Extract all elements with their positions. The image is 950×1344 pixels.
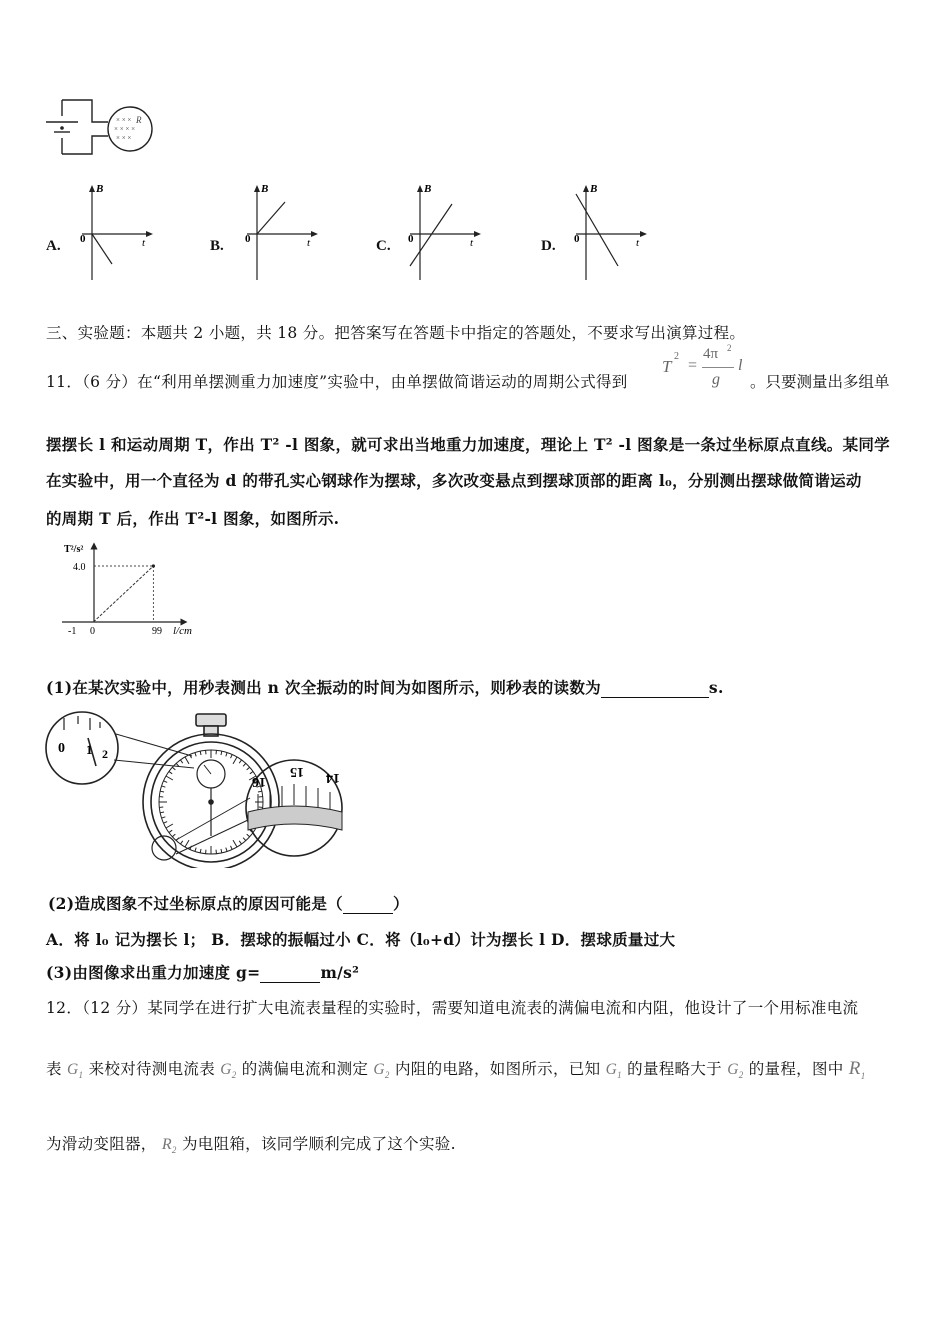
q12-line2 — [46, 1057, 866, 1081]
symbol-g2: $G_2$ — [220, 1061, 237, 1081]
option-d-label[interactable]: D. — [541, 238, 556, 254]
origin-label: 0 — [408, 233, 414, 245]
q11-intro-a: 11．（6 分）在“利用单摆测重力加速度”实验中，由单摆做简谐运动的周期公式得到 — [46, 373, 628, 391]
q11-p1-unit: s. — [708, 678, 724, 697]
q11-p2-close: ） — [392, 894, 409, 913]
formula-eq: = — [688, 357, 698, 374]
stopwatch-tick — [226, 848, 227, 852]
graph-xtick-99: 99 — [152, 626, 162, 637]
circuit-r-label: R — [136, 115, 142, 125]
t-axis-arrow — [146, 231, 153, 237]
b-t-line — [92, 234, 112, 264]
b-axis-arrow — [583, 185, 589, 192]
stopwatch-tick — [231, 754, 233, 758]
stopwatch-tick — [195, 848, 196, 852]
q11-p1-text: (1)在某次实验中，用秒表测出 n 次全振动的时间为如图所示，则秒表的读数为 — [46, 678, 601, 697]
q11-t2-l-graph — [56, 540, 206, 640]
q11-p3 — [46, 961, 359, 983]
symbol-g1-b: $G_1$ — [605, 1061, 622, 1081]
stopwatch-tick — [247, 834, 250, 837]
formula-lhs-exp: 2 — [674, 351, 679, 362]
q12-l3-b: 为电阻箱，该同学顺利完成了这个实验. — [181, 1135, 456, 1153]
sw-big-16: 16 — [252, 774, 266, 789]
option-b-graph — [243, 182, 323, 282]
section3-heading: 三、实验题：本题共 2 小题，共 18 分。把答案写在答题卡中指定的答题处，不要求写出演算过程。 — [46, 324, 746, 342]
q11-formula — [660, 343, 750, 393]
t-axis-label: t — [470, 237, 474, 249]
q11-line4: 的周期 T 后，作出 T²-l 图象，如图所示. — [46, 509, 340, 528]
sw-big-14: 14 — [326, 770, 340, 785]
b-axis-label: B — [261, 183, 269, 195]
stopwatch-tick — [231, 846, 233, 850]
q12-l2-p3: 内阻的电路，如图所示，已知 — [394, 1060, 601, 1078]
q12-l2-p2: 的满偏电流和测定 — [241, 1060, 369, 1078]
q11-p2-options: A．将 l₀ 记为摆长 l； B．摆球的振幅过小 C．将（l₀+d）计为摆长 l D．摆球质量过大 — [46, 930, 676, 949]
q11-p1 — [46, 676, 724, 698]
stopwatch-tick — [163, 781, 167, 783]
stopwatch-tick — [258, 791, 262, 792]
option-c-graph — [406, 182, 486, 282]
svg-text:× × ×: × × × — [116, 116, 132, 124]
b-t-line — [410, 204, 452, 266]
b-axis-label: B — [424, 183, 432, 195]
stopwatch-tick — [172, 767, 175, 770]
stopwatch-tick — [160, 812, 164, 813]
q12-l2-p5: 的量程，图中 — [748, 1060, 844, 1078]
stopwatch-tick — [195, 753, 196, 757]
stopwatch-tick — [200, 751, 201, 755]
q12-l2-p4: 的量程略大于 — [627, 1060, 722, 1078]
t-axis-arrow — [640, 231, 647, 237]
q11-p2-answer-blank[interactable] — [343, 899, 393, 914]
q11-line2: 摆摆长 l 和运动周期 T，作出 T² -l 图象，就可求出当地重力加速度，理论上 T² -l 图象是一条过坐标原点直线。某同学 — [46, 435, 890, 454]
q11-p3-answer-blank[interactable] — [260, 968, 320, 983]
b-axis-label: B — [96, 183, 104, 195]
stopwatch-tick — [233, 757, 237, 764]
stopwatch-tick — [226, 753, 227, 757]
stopwatch-tick — [221, 751, 222, 755]
stopwatch-tick — [160, 791, 164, 792]
stopwatch-tick — [166, 824, 173, 828]
stopwatch-tick — [239, 760, 241, 763]
stopwatch-tick — [185, 840, 189, 847]
option-c-label[interactable]: C. — [376, 238, 391, 254]
q11-p3-unit: m/s² — [320, 963, 360, 982]
formula-num: 4π — [703, 346, 719, 362]
b-t-line — [576, 194, 618, 266]
q12-l3-a: 为滑动变阻器， — [46, 1135, 157, 1153]
stopwatch-tick — [172, 834, 175, 837]
option-a-label[interactable]: A. — [46, 238, 61, 254]
graph-data-point — [152, 564, 155, 567]
t-axis-label: t — [636, 237, 640, 249]
svg-text:× × ×: × × × — [116, 134, 132, 142]
stopwatch-tick — [243, 763, 246, 766]
q11-p2 — [48, 892, 409, 914]
stopwatch-tick — [200, 849, 201, 853]
formula-var: l — [738, 357, 743, 374]
stopwatch-tick — [247, 767, 250, 770]
option-d-graph — [572, 182, 652, 282]
origin-label: 0 — [80, 233, 86, 245]
graph-xlabel: l/cm — [173, 625, 192, 637]
stopwatch-tick — [180, 841, 182, 844]
q11-intro-b: 。只要测量出多组单 — [750, 373, 890, 391]
stopwatch-tick — [250, 771, 253, 773]
symbol-g1: $G_1$ — [67, 1061, 84, 1081]
stopwatch-tick — [162, 786, 166, 787]
graph-ytick: 4.0 — [73, 562, 86, 573]
stopwatch-tick — [162, 817, 166, 818]
q12-l2-p1: 来校对待测电流表 — [88, 1060, 215, 1078]
sw-small-1: 1 — [86, 742, 93, 757]
b-axis-arrow — [417, 185, 423, 192]
origin-label: 0 — [245, 233, 251, 245]
sw-small-0: 0 — [58, 741, 65, 756]
t-axis-label: t — [307, 237, 311, 249]
sw-big-15: 15 — [290, 764, 304, 779]
stopwatch-figure — [44, 708, 344, 868]
b-axis-arrow — [89, 185, 95, 192]
stopwatch-tick — [243, 838, 246, 841]
t-axis-arrow — [311, 231, 318, 237]
stopwatch-tick — [190, 754, 192, 758]
b-t-line — [257, 202, 285, 234]
option-b-label[interactable]: B. — [210, 238, 224, 254]
q11-p1-answer-blank[interactable] — [601, 683, 709, 698]
graph-xtick-neg1: -1 — [68, 626, 77, 637]
origin-label: 0 — [574, 233, 580, 245]
b-axis-label: B — [590, 183, 598, 195]
stopwatch-tick — [169, 830, 172, 832]
formula-bar — [702, 367, 734, 368]
q11-line3: 在实验中，用一个直径为 d 的带孔实心钢球作为摆球，多次改变悬点到摆球顶部的距离 l₀，分别测出摆球做简谐运动 — [46, 471, 862, 490]
symbol-r1: $R_1$ — [848, 1058, 866, 1081]
q11-p3-text: (3)由图像求出重力加速度 g= — [46, 963, 261, 982]
q11-intro — [46, 370, 628, 392]
symbol-g2-c: $G_2$ — [727, 1061, 744, 1081]
q12-l2-p0: 表 — [46, 1060, 62, 1078]
q12-line1: 12．（12 分）某同学在进行扩大电流表量程的实验时，需要知道电流表的满偏电流和内阻，他设计了一个用标准电流 — [46, 999, 859, 1017]
formula-den: g — [712, 371, 720, 388]
stopwatch-tick — [221, 849, 222, 853]
b-axis-arrow — [254, 185, 260, 192]
stopwatch-tick — [166, 776, 173, 780]
stopwatch-tick — [185, 757, 189, 764]
svg-text:× × × ×: × × × × — [114, 125, 136, 133]
stopwatch-tick — [239, 841, 241, 844]
graph-xtick-0: 0 — [90, 626, 95, 637]
t-axis-arrow — [474, 231, 481, 237]
q12-line3 — [46, 1132, 456, 1155]
graph-ylabel: T²/s² — [64, 544, 84, 555]
option-a-graph — [78, 182, 158, 282]
graph-data-line — [93, 566, 153, 622]
q10-circuit-figure — [40, 92, 160, 162]
symbol-g2-b: $G_2$ — [373, 1061, 390, 1081]
stopwatch-tick — [180, 760, 182, 763]
stopwatch-tick — [163, 822, 167, 824]
symbol-r2: $R_2$ — [161, 1136, 177, 1156]
stopwatch-tick — [233, 840, 237, 847]
sw-small-2: 2 — [102, 747, 108, 761]
q11-p2-text: (2)造成图象不过坐标原点的原因可能是（ — [48, 894, 343, 913]
formula-lhs: T — [662, 357, 672, 376]
stopwatch-tick — [169, 771, 172, 773]
formula-num-exp: 2 — [727, 343, 732, 353]
t-axis-label: t — [142, 237, 146, 249]
